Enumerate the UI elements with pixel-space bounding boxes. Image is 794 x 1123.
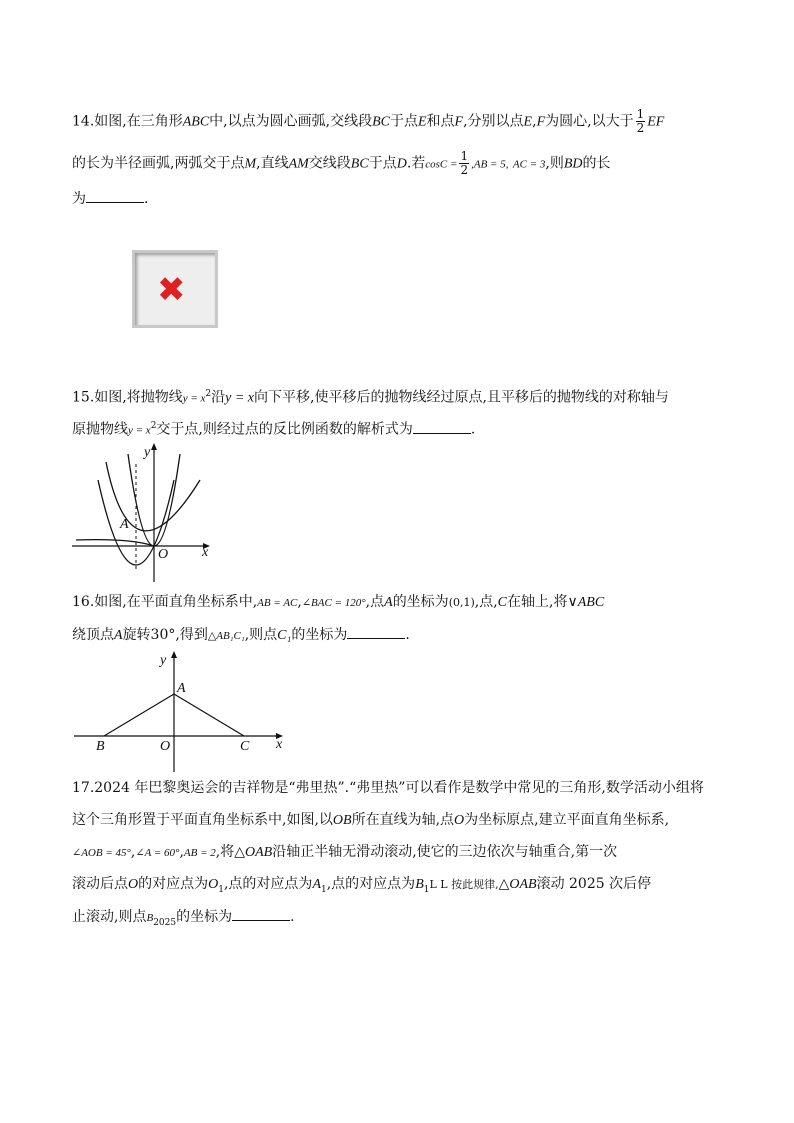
- triangle-graph: [70, 648, 300, 774]
- q14-line-2: 的长为半径画弧,两弧交于点M,直线AM交线段BC于点D.若cosC = $\frac{1}{2}$ ,AB = 5, AC = 3,则BD的长: [72, 149, 611, 177]
- y-axis-arrow-icon: [171, 651, 177, 658]
- q16-line-1: 16.如图,在平面直角坐标系中,AB = AC,∠BAC = 120°,点A的坐标为(0,1),点,C在轴上,将∨ABC: [72, 594, 605, 610]
- graph15-label-a: A: [120, 517, 129, 532]
- fraction-cos: $\frac{1}{2}$: [460, 149, 469, 177]
- broken-image-icon: ✖: [157, 270, 186, 310]
- parabola-graph: [70, 440, 220, 585]
- graph16-label-c: C: [240, 739, 250, 754]
- answer-blank-17[interactable]: [232, 906, 290, 921]
- q15-line-1: 15.如图,将抛物线$y = x^2$沿y = x向下平移,使平移后的抛物线经过原点,且平移后的抛物线的对称轴与: [72, 389, 669, 406]
- line-curve: [76, 540, 154, 546]
- graph15-label-x: x: [202, 545, 209, 560]
- graph16-label-y: y: [160, 653, 167, 668]
- q14-line-3: 为 .: [72, 188, 148, 209]
- graph16-label-b: B: [96, 739, 105, 754]
- graph16-label-x: x: [276, 737, 283, 752]
- graph15-label-y: y: [144, 445, 151, 460]
- broken-image-placeholder: [132, 250, 218, 328]
- q17-line-3: ∠AOB = 45°,∠A = 60°,AB = 2,将△OAB沿轴正半轴无滑动滚动,使它的三边依次与轴重合,第一次: [72, 844, 618, 860]
- side-ac: [174, 694, 244, 736]
- graph16-label-a: A: [177, 681, 186, 696]
- side-ab: [104, 694, 174, 736]
- q15-line-2: 原抛物线$y = x^2$交于点,则经过点的反比例函数的解析式为 .: [72, 416, 475, 441]
- q17-line-5: 止滚动,则点$B_{2025}$的坐标为 .: [72, 906, 295, 933]
- q17-line-1: 17.2024 年巴黎奥运会的吉祥物是“弗里热”.“弗里热”可以看作是数学中常见的三角形,数学活动小组将: [72, 780, 704, 796]
- y-axis-arrow-icon: [151, 443, 157, 450]
- q17-line-4: 滚动后点O的对应点为$O_1$,点的对应点为$A_1$,点的对应点为$B_1L$ L 按此规律,△OAB滚动 2025 次后停: [72, 876, 652, 895]
- fraction-one-half: $\frac{1}{2}$: [636, 107, 645, 135]
- answer-blank-15[interactable]: [413, 419, 471, 434]
- answer-blank-14[interactable]: [86, 188, 144, 203]
- graph16-label-o: O: [160, 739, 171, 754]
- q17-line-2: 这个三角形置于平面直角坐标系中,如图,以OB所在直线为轴,点O为坐标原点,建立平面直角坐标系,: [72, 812, 670, 828]
- q14-line-1: 14.如图,在三角形ABC中,以点为圆心画弧,交线段BC于点E和点F,分别以点E,F为圆心,以大于 $\frac{1}{2}$ EF: [72, 107, 665, 135]
- q16-line-2: 绕顶点A旋转30°,得到△AB₁C₁,则点C₁的坐标为 .: [72, 624, 410, 646]
- graph15-label-o: O: [158, 547, 169, 562]
- answer-blank-16[interactable]: [347, 624, 405, 639]
